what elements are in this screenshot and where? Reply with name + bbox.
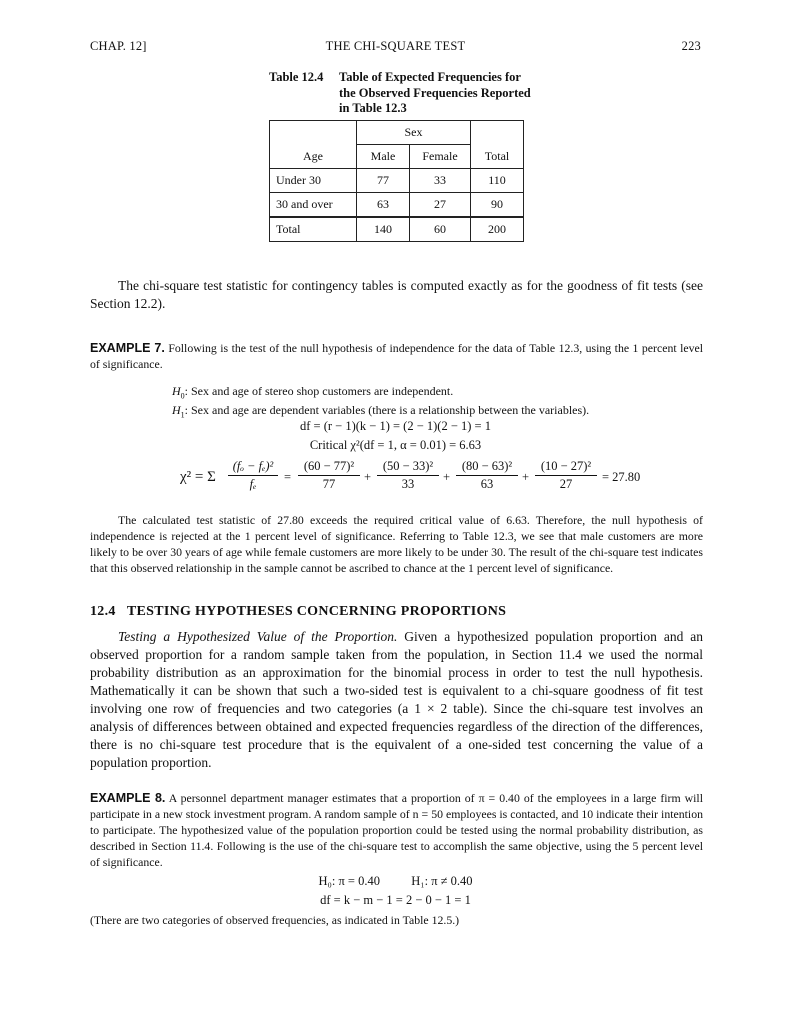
formula-term: (60 − 77)² 77 [298,459,360,492]
table-row [270,169,524,193]
example-7-label: EXAMPLE 7. [90,341,165,355]
example-7 [90,340,703,372]
null-hypothesis: $H_0$: Sex and age of stereo shop customers are independent. [172,384,454,401]
example-8-hypotheses: H₀: π = 0.40 H₁: π ≠ 0.40 [318,874,473,888]
page-number: 223 [681,39,701,53]
example-8-note: (There are two categories of observed frequencies, as indicated in Table 12.5.) [90,913,460,927]
section-heading: 12.4 TESTING HYPOTHESES CONCERNING PROPORTIONS [90,604,507,619]
formula-term: (10 − 27)² 27 [535,459,597,492]
formula-result: = 27.80 [602,470,641,484]
intro-paragraph: The chi-square test statistic for contingency tables is computed exactly as for the goodness of fit tests (see Section 12.2). [90,278,703,311]
degrees-of-freedom: df = (r − 1)(k − 1) = (2 − 1)(2 − 1) = 1 [300,419,491,433]
expected-frequency-table [269,120,524,242]
table-header: Age [270,145,357,169]
table-cell: 140 [357,217,410,242]
table-cell-empty [471,121,524,145]
chapter-label: CHAP. 12] [90,39,147,53]
table-row [270,193,524,218]
table-cell: 200 [471,217,524,242]
formula-term: (80 − 63)² 63 [456,459,518,492]
critical-value: Critical χ²(df = 1, α = 0.01) = 6.63 [309,438,482,452]
table-cell: 30 and over [270,193,357,218]
chi-square-formula: χ² = Σ (fₒ − fₑ)² fₑ = (60 − 77)² 77 + (50 − 33)² 33 + (80 − 63)² 63 + (10 − 27)² 27 = 27.80 [180,459,641,491]
example-8 [90,790,703,870]
example-8-text: A personnel department manager estimates that a proportion of π = 0.40 of the employees in a large firm will participate in a new stock investment program. A random sample of n = 50 employees is contacted, and 10 indicate their intention to participate. The hypothesized value of the population proportion could be tested using the normal probability distribution, as described in Section 11.4. Following is the use of the chi-square test to accomplish the same objective, using the 5 percent level of significance. [90,791,703,869]
table-cell: 90 [471,193,524,218]
formula-lhs: χ² = Σ [180,469,216,485]
formula-general-fraction: (fₒ − fₑ)² fₑ [228,459,278,492]
alternative-hypothesis: $H_1$: Sex and age are dependent variables (there is a relationship between the variables). [172,403,590,420]
table-cell: 77 [357,169,410,193]
example-7-conclusion: The calculated test statistic of 27.80 exceeds the required critical value of 6.63. Therefore, the null hypothesis of independence is rejected at the 1 percent level of significance. Referring to Table 12.3, we see that male customers are more likely to be over 30 years of age while female customers are more likely to be under 30. The result of the chi-square test indicates that this observed relationship in the sample cannot be ascribed to chance at the 1 percent level of significance. [90,513,703,575]
table-title: Table of Expected Frequencies for the Observed Frequencies Reported in Table 12.3 [339,70,531,115]
example-8-label: EXAMPLE 8. [90,791,166,805]
example-8-df: df = k − m − 1 = 2 − 0 − 1 = 1 [320,893,471,907]
table-cell: 27 [410,193,471,218]
table-cell: 110 [471,169,524,193]
table-cell: 63 [357,193,410,218]
table-cell: 33 [410,169,471,193]
table-row [270,121,524,145]
table-cell: Under 30 [270,169,357,193]
table-label: Table 12.4 [269,70,324,84]
table-group-header: Sex [357,121,471,145]
section-lead: Testing a Hypothesized Value of the Proportion. [118,629,398,644]
table-caption [269,70,539,117]
table-header: Female [410,145,471,169]
table-total-row [270,217,524,242]
table-cell-empty [270,121,357,145]
table-cell: Total [270,217,357,242]
table-header-row [270,145,524,169]
table-cell: 60 [410,217,471,242]
formula-term: (50 − 33)² 33 [377,459,439,492]
table-header: Male [357,145,410,169]
running-title: THE CHI-SQUARE TEST [325,39,466,53]
section-paragraph: Testing a Hypothesized Value of the Proportion. Given a hypothesized population proportion and an observed proportion for a random sample taken from the population, in Section 11.4 we used the normal probability distribution as an approximation for the binomial process in order to test the null hypothesis. Mathematically it can be shown that such a two-sided test is equivalent to a chi-square goodness of fit test involving one row of frequencies and two categories (a 1 × 2 table). Since the chi-square test involves an analysis of differences between obtained and expected frequencies regardless of the direction of the differences, there is no chi-square test procedure that is the equivalent of a one-sided test concerning the value of a population proportion. [90,629,703,770]
example-7-text: Following is the test of the null hypothesis of independence for the data of Table 12.3, using the 1 percent level of significance. [90,341,704,371]
table-header: Total [471,145,524,169]
